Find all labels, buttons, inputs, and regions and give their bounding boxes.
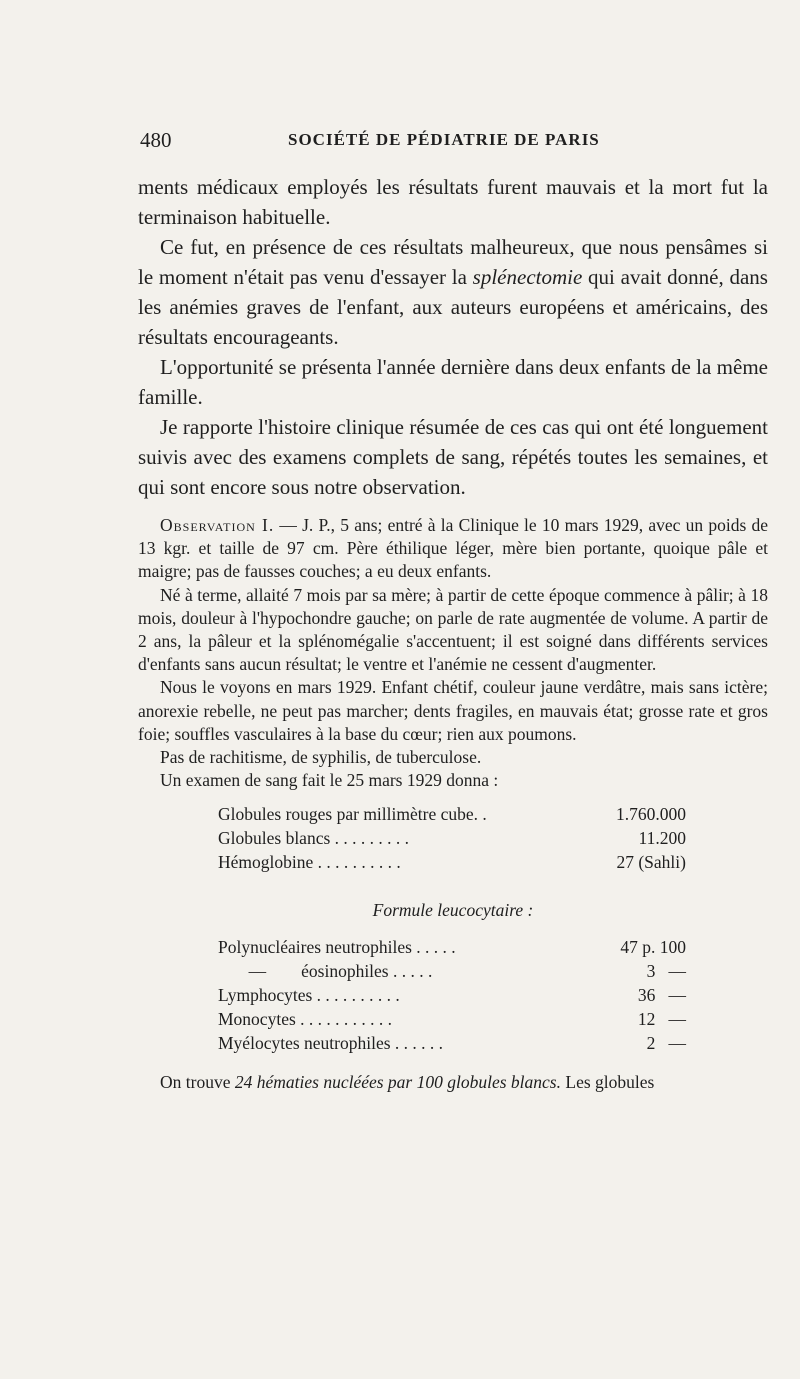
page-number: 480: [140, 128, 172, 152]
table-row: [218, 935, 686, 959]
row-value: 27 (Sahli): [616, 852, 686, 873]
table-row: [218, 826, 686, 850]
table-row: [218, 850, 686, 874]
row-label: Hémoglobine . . . . . . . . . .: [218, 852, 401, 873]
paragraph-2-text-a: Ce fut, en présence de ces résultats malheureux, que nous pensâmes si le moment n'était pas venu d'essayer la: [138, 235, 768, 289]
blood-count-table: [218, 802, 686, 874]
observation-negatives: Pas de rachitisme, de syphilis, de tuberculose.: [160, 747, 482, 768]
paragraph-2: [138, 232, 768, 352]
row-value: 36 —: [637, 985, 686, 1006]
row-label: Lymphocytes . . . . . . . . . .: [218, 985, 400, 1006]
row-value: 2 —: [646, 1033, 686, 1054]
page-header: [140, 128, 770, 156]
paragraph-2-text-b: qui avait donné, dans les anémies graves de l'enfant, aux auteurs européens et américains, des résultats encourageants.: [138, 265, 768, 349]
paragraph-4: Je rapporte l'histoire clinique résumée de ces cas qui ont été longuement suivis avec des examens complets de sang, répétés toutes les semaines, et qui sont encore sous notre observation.: [138, 415, 768, 499]
observation-blood-intro: Un examen de sang fait le 25 mars 1929 donna :: [160, 770, 499, 791]
observation-history: Né à terme, allaité 7 mois par sa mère; à partir de cette époque commence à pâlir; à 18 mois, douleur à l'hypochondre gauche; on parle de rate augmentée de volume. A partir de 2 ans, la pâleur et la splénomégalie s'accentuent; il est soigné dans différents services d'enfants sans aucun résultat; le ventre et l'anémie ne cessent d'augmenter.: [138, 584, 768, 675]
paragraph-1: ments médicaux employés les résultats furent mauvais et la mort fut la terminaison habituelle.: [138, 175, 768, 229]
closing-line: [138, 1071, 768, 1094]
row-label: Globules blancs . . . . . . . . .: [218, 828, 410, 849]
observation-intro: [138, 514, 768, 584]
observation-intro-text: — J. P., 5 ans; entré à la Clinique le 10 mars 1929, avec un poids de 13 kgr. et taille de 97 cm. Père éthilique léger, mère bien portante, quoique pâle et maigre; pas de fausses couches; a eu deux enfants.: [138, 515, 768, 582]
closing-text-b: Les globules: [561, 1072, 655, 1093]
row-label: Polynucléaires neutrophiles . . . . .: [218, 937, 456, 958]
running-title: SOCIÉTÉ DE PÉDIATRIE DE PARIS: [288, 130, 600, 149]
table-row: [218, 1007, 686, 1031]
row-value: 12 —: [637, 1009, 686, 1030]
closing-text-a: On trouve: [160, 1072, 235, 1093]
row-label: Myélocytes neutrophiles . . . . . .: [218, 1033, 444, 1054]
leukocyte-formula-table: [218, 935, 686, 1055]
table-row: [218, 1031, 686, 1055]
paragraph-2-emphasis: splénectomie: [472, 265, 583, 289]
page-body: [138, 172, 768, 1095]
closing-emphasis: 24 hématies nucléées par 100 globules blancs.: [234, 1072, 561, 1093]
row-value: 1.760.000: [616, 804, 686, 825]
row-value: 3 —: [646, 961, 686, 982]
table-row: [218, 802, 686, 826]
row-label: — éosinophiles . . . . .: [218, 961, 433, 982]
row-label: Globules rouges par millimètre cube. .: [218, 804, 487, 825]
table-row: [218, 983, 686, 1007]
row-label: Monocytes . . . . . . . . . . .: [218, 1009, 393, 1030]
observation-section: [138, 514, 768, 1095]
table-row: [218, 959, 686, 983]
formula-title: Formule leucocytaire :: [372, 900, 534, 921]
row-value: 11.200: [638, 828, 686, 849]
observation-exam: Nous le voyons en mars 1929. Enfant chétif, couleur jaune verdâtre, mais sans ictère; anorexie rebelle, ne peut pas marcher; dents fragiles, en mauvais état; grosse rate et gros foie; souffles vasculaires à la base du cœur; rien aux poumons.: [138, 677, 768, 744]
paragraph-3: L'opportunité se présenta l'année dernière dans deux enfants de la même famille.: [138, 355, 768, 409]
observation-label: Observation I.: [160, 515, 275, 535]
row-value: 47 p. 100: [620, 937, 686, 958]
